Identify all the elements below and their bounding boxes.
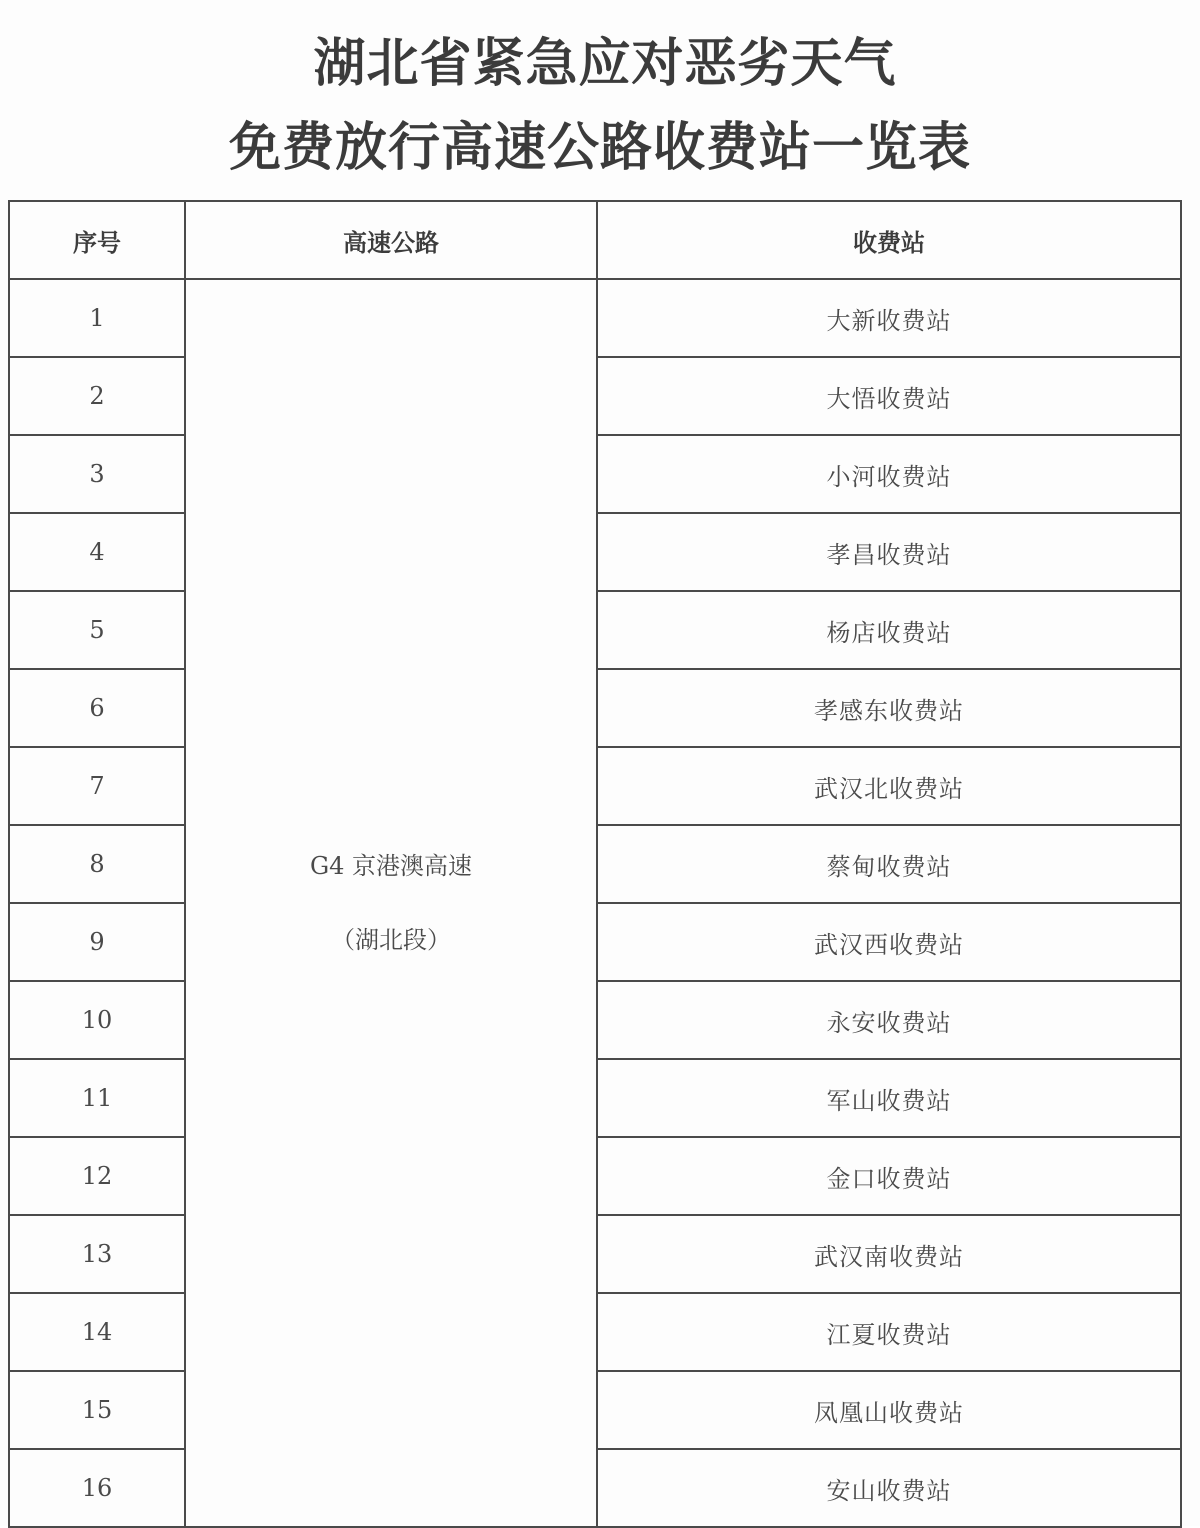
station-name: 武汉西收费站 bbox=[597, 903, 1181, 981]
row-index: 9 bbox=[9, 903, 185, 981]
station-name: 大新收费站 bbox=[597, 279, 1181, 357]
station-name: 小河收费站 bbox=[597, 435, 1181, 513]
station-name: 永安收费站 bbox=[597, 981, 1181, 1059]
row-index: 13 bbox=[9, 1215, 185, 1293]
highway-name: G4 京港澳高速 bbox=[309, 852, 473, 880]
row-index: 11 bbox=[9, 1059, 185, 1137]
station-name: 蔡甸收费站 bbox=[597, 825, 1181, 903]
header-highway: 高速公路 bbox=[185, 201, 597, 279]
station-name: 军山收费站 bbox=[597, 1059, 1181, 1137]
row-index: 5 bbox=[9, 591, 185, 669]
row-index: 8 bbox=[9, 825, 185, 903]
title-line-1: 湖北省紧急应对恶劣天气 bbox=[313, 33, 897, 94]
row-index: 12 bbox=[9, 1137, 185, 1215]
row-index: 1 bbox=[9, 279, 185, 357]
station-name: 杨店收费站 bbox=[597, 591, 1181, 669]
station-name: 孝昌收费站 bbox=[597, 513, 1181, 591]
station-name: 安山收费站 bbox=[597, 1449, 1181, 1527]
station-name: 孝感东收费站 bbox=[597, 669, 1181, 747]
station-name: 江夏收费站 bbox=[597, 1293, 1181, 1371]
title-line-2: 免费放行高速公路收费站一览表 bbox=[228, 117, 971, 178]
row-index: 10 bbox=[9, 981, 185, 1059]
station-name: 凤凰山收费站 bbox=[597, 1371, 1181, 1449]
station-name: 武汉南收费站 bbox=[597, 1215, 1181, 1293]
table-body bbox=[9, 279, 1181, 1527]
row-index: 15 bbox=[9, 1371, 185, 1449]
station-name: 金口收费站 bbox=[597, 1137, 1181, 1215]
toll-station-table bbox=[8, 200, 1182, 1528]
row-index: 3 bbox=[9, 435, 185, 513]
row-index: 4 bbox=[9, 513, 185, 591]
row-index: 2 bbox=[9, 357, 185, 435]
station-name: 武汉北收费站 bbox=[597, 747, 1181, 825]
document-title bbox=[0, 22, 1200, 190]
row-index: 14 bbox=[9, 1293, 185, 1371]
highway-cell bbox=[185, 279, 597, 1527]
highway-section: （湖北段） bbox=[331, 926, 451, 954]
table-row bbox=[9, 279, 1181, 357]
table-header-row bbox=[9, 201, 1181, 279]
station-name: 大悟收费站 bbox=[597, 357, 1181, 435]
header-index: 序号 bbox=[9, 201, 185, 279]
row-index: 6 bbox=[9, 669, 185, 747]
header-station: 收费站 bbox=[597, 201, 1181, 279]
row-index: 16 bbox=[9, 1449, 185, 1527]
row-index: 7 bbox=[9, 747, 185, 825]
